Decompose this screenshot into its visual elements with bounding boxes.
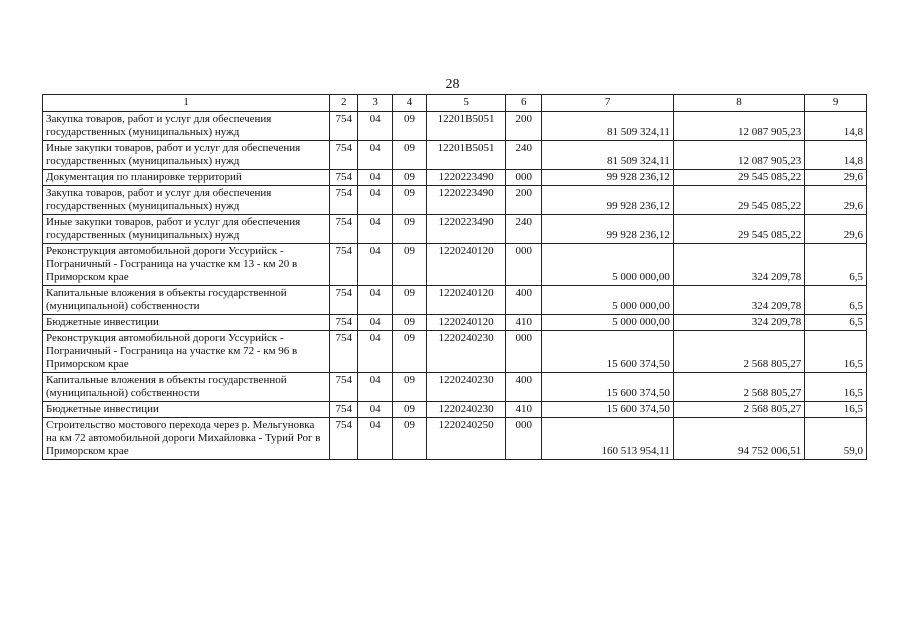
- row-name-cell: Реконструкция автомобильной дороги Уссурийск - Пограничный - Госграница на участке км 13 - км 20 в Приморском крае: [43, 244, 330, 286]
- row-percent-cell: 14,8: [805, 141, 867, 170]
- row-name-cell: Бюджетные инвестиции: [43, 402, 330, 418]
- row-actual-amount-cell: 2 568 805,27: [673, 402, 804, 418]
- row-expense-type-cell: 240: [506, 215, 542, 244]
- row-code-cell: 754: [330, 215, 358, 244]
- table-row: [43, 373, 867, 402]
- row-expense-type-cell: 000: [506, 418, 542, 460]
- row-target-item-cell: 1220240250: [427, 418, 506, 460]
- row-actual-amount-cell: 12 087 905,23: [673, 112, 804, 141]
- row-target-item-cell: 1220240230: [427, 402, 506, 418]
- row-section-cell: 04: [358, 331, 392, 373]
- row-actual-amount-cell: 12 087 905,23: [673, 141, 804, 170]
- row-target-item-cell: 1220240120: [427, 315, 506, 331]
- row-target-item-cell: 12201B5051: [427, 112, 506, 141]
- row-target-item-cell: 1220240120: [427, 244, 506, 286]
- row-subsection-cell: 09: [392, 418, 426, 460]
- row-plan-amount-cell: 81 509 324,11: [542, 141, 673, 170]
- row-plan-amount-cell: 81 509 324,11: [542, 112, 673, 141]
- table-row: [43, 331, 867, 373]
- row-subsection-cell: 09: [392, 315, 426, 331]
- row-section-cell: 04: [358, 112, 392, 141]
- row-subsection-cell: 09: [392, 373, 426, 402]
- row-section-cell: 04: [358, 141, 392, 170]
- column-header: 6: [506, 95, 542, 112]
- table-row: [43, 402, 867, 418]
- row-plan-amount-cell: 15 600 374,50: [542, 331, 673, 373]
- table-row: [43, 315, 867, 331]
- row-subsection-cell: 09: [392, 141, 426, 170]
- row-name-cell: Реконструкция автомобильной дороги Уссурийск - Пограничный - Госграница на участке км 72 - км 96 в Приморском крае: [43, 331, 330, 373]
- row-section-cell: 04: [358, 373, 392, 402]
- row-actual-amount-cell: 324 209,78: [673, 244, 804, 286]
- row-target-item-cell: 1220223490: [427, 215, 506, 244]
- row-code-cell: 754: [330, 112, 358, 141]
- row-expense-type-cell: 000: [506, 170, 542, 186]
- row-target-item-cell: 1220240120: [427, 286, 506, 315]
- row-section-cell: 04: [358, 215, 392, 244]
- row-percent-cell: 29,6: [805, 215, 867, 244]
- row-expense-type-cell: 200: [506, 186, 542, 215]
- row-subsection-cell: 09: [392, 331, 426, 373]
- row-percent-cell: 16,5: [805, 402, 867, 418]
- table-row: [43, 244, 867, 286]
- row-plan-amount-cell: 15 600 374,50: [542, 373, 673, 402]
- column-header: 3: [358, 95, 392, 112]
- table-row: [43, 286, 867, 315]
- row-plan-amount-cell: 99 928 236,12: [542, 170, 673, 186]
- row-plan-amount-cell: 5 000 000,00: [542, 244, 673, 286]
- table-row: [43, 186, 867, 215]
- page-number: 28: [445, 77, 460, 92]
- row-subsection-cell: 09: [392, 186, 426, 215]
- row-percent-cell: 29,6: [805, 186, 867, 215]
- row-section-cell: 04: [358, 286, 392, 315]
- column-header: 1: [43, 95, 330, 112]
- table-row: [43, 215, 867, 244]
- row-actual-amount-cell: 94 752 006,51: [673, 418, 804, 460]
- row-actual-amount-cell: 2 568 805,27: [673, 331, 804, 373]
- row-section-cell: 04: [358, 315, 392, 331]
- row-subsection-cell: 09: [392, 112, 426, 141]
- row-expense-type-cell: 000: [506, 331, 542, 373]
- row-target-item-cell: 1220240230: [427, 331, 506, 373]
- row-percent-cell: 29,6: [805, 170, 867, 186]
- row-plan-amount-cell: 5 000 000,00: [542, 315, 673, 331]
- row-actual-amount-cell: 29 545 085,22: [673, 170, 804, 186]
- row-subsection-cell: 09: [392, 170, 426, 186]
- budget-table: [42, 94, 867, 460]
- row-subsection-cell: 09: [392, 286, 426, 315]
- row-name-cell: Строительство мостового перехода через р. Мельгуновка на км 72 автомобильной дороги Михайловка - Турий Рог в Приморском крае: [43, 418, 330, 460]
- row-name-cell: Бюджетные инвестиции: [43, 315, 330, 331]
- row-expense-type-cell: 000: [506, 244, 542, 286]
- row-percent-cell: 6,5: [805, 315, 867, 331]
- row-actual-amount-cell: 29 545 085,22: [673, 186, 804, 215]
- row-plan-amount-cell: 160 513 954,11: [542, 418, 673, 460]
- column-header: 7: [542, 95, 673, 112]
- row-name-cell: Закупка товаров, работ и услуг для обеспечения государственных (муниципальных) нужд: [43, 112, 330, 141]
- row-percent-cell: 6,5: [805, 244, 867, 286]
- row-expense-type-cell: 410: [506, 315, 542, 331]
- row-code-cell: 754: [330, 315, 358, 331]
- row-name-cell: Капитальные вложения в объекты государственной (муниципальной) собственности: [43, 286, 330, 315]
- row-percent-cell: 16,5: [805, 373, 867, 402]
- row-percent-cell: 59,0: [805, 418, 867, 460]
- row-expense-type-cell: 240: [506, 141, 542, 170]
- row-actual-amount-cell: 324 209,78: [673, 286, 804, 315]
- row-target-item-cell: 1220240230: [427, 373, 506, 402]
- row-code-cell: 754: [330, 373, 358, 402]
- row-code-cell: 754: [330, 170, 358, 186]
- row-section-cell: 04: [358, 244, 392, 286]
- row-section-cell: 04: [358, 418, 392, 460]
- row-section-cell: 04: [358, 170, 392, 186]
- row-name-cell: Закупка товаров, работ и услуг для обеспечения государственных (муниципальных) нужд: [43, 186, 330, 215]
- column-header: 5: [427, 95, 506, 112]
- column-header: 4: [392, 95, 426, 112]
- row-name-cell: Иные закупки товаров, работ и услуг для обеспечения государственных (муниципальных) нужд: [43, 215, 330, 244]
- row-target-item-cell: 1220223490: [427, 170, 506, 186]
- row-code-cell: 754: [330, 418, 358, 460]
- table-row: [43, 170, 867, 186]
- row-percent-cell: 14,8: [805, 112, 867, 141]
- row-code-cell: 754: [330, 286, 358, 315]
- row-code-cell: 754: [330, 186, 358, 215]
- column-header: 2: [330, 95, 358, 112]
- column-header: 8: [673, 95, 804, 112]
- row-subsection-cell: 09: [392, 244, 426, 286]
- row-target-item-cell: 12201B5051: [427, 141, 506, 170]
- header-row: [43, 95, 867, 112]
- row-expense-type-cell: 410: [506, 402, 542, 418]
- row-name-cell: Документация по планировке территорий: [43, 170, 330, 186]
- table-row: [43, 112, 867, 141]
- row-code-cell: 754: [330, 331, 358, 373]
- row-plan-amount-cell: 15 600 374,50: [542, 402, 673, 418]
- row-section-cell: 04: [358, 402, 392, 418]
- row-code-cell: 754: [330, 402, 358, 418]
- row-subsection-cell: 09: [392, 215, 426, 244]
- row-code-cell: 754: [330, 141, 358, 170]
- row-actual-amount-cell: 324 209,78: [673, 315, 804, 331]
- row-target-item-cell: 1220223490: [427, 186, 506, 215]
- row-plan-amount-cell: 5 000 000,00: [542, 286, 673, 315]
- table-row: [43, 141, 867, 170]
- column-header: 9: [805, 95, 867, 112]
- row-code-cell: 754: [330, 244, 358, 286]
- row-percent-cell: 6,5: [805, 286, 867, 315]
- row-plan-amount-cell: 99 928 236,12: [542, 186, 673, 215]
- row-name-cell: Капитальные вложения в объекты государственной (муниципальной) собственности: [43, 373, 330, 402]
- row-name-cell: Иные закупки товаров, работ и услуг для обеспечения государственных (муниципальных) нужд: [43, 141, 330, 170]
- row-actual-amount-cell: 2 568 805,27: [673, 373, 804, 402]
- row-section-cell: 04: [358, 186, 392, 215]
- row-expense-type-cell: 400: [506, 373, 542, 402]
- row-expense-type-cell: 400: [506, 286, 542, 315]
- row-percent-cell: 16,5: [805, 331, 867, 373]
- row-actual-amount-cell: 29 545 085,22: [673, 215, 804, 244]
- row-expense-type-cell: 200: [506, 112, 542, 141]
- table-row: [43, 418, 867, 460]
- row-subsection-cell: 09: [392, 402, 426, 418]
- row-plan-amount-cell: 99 928 236,12: [542, 215, 673, 244]
